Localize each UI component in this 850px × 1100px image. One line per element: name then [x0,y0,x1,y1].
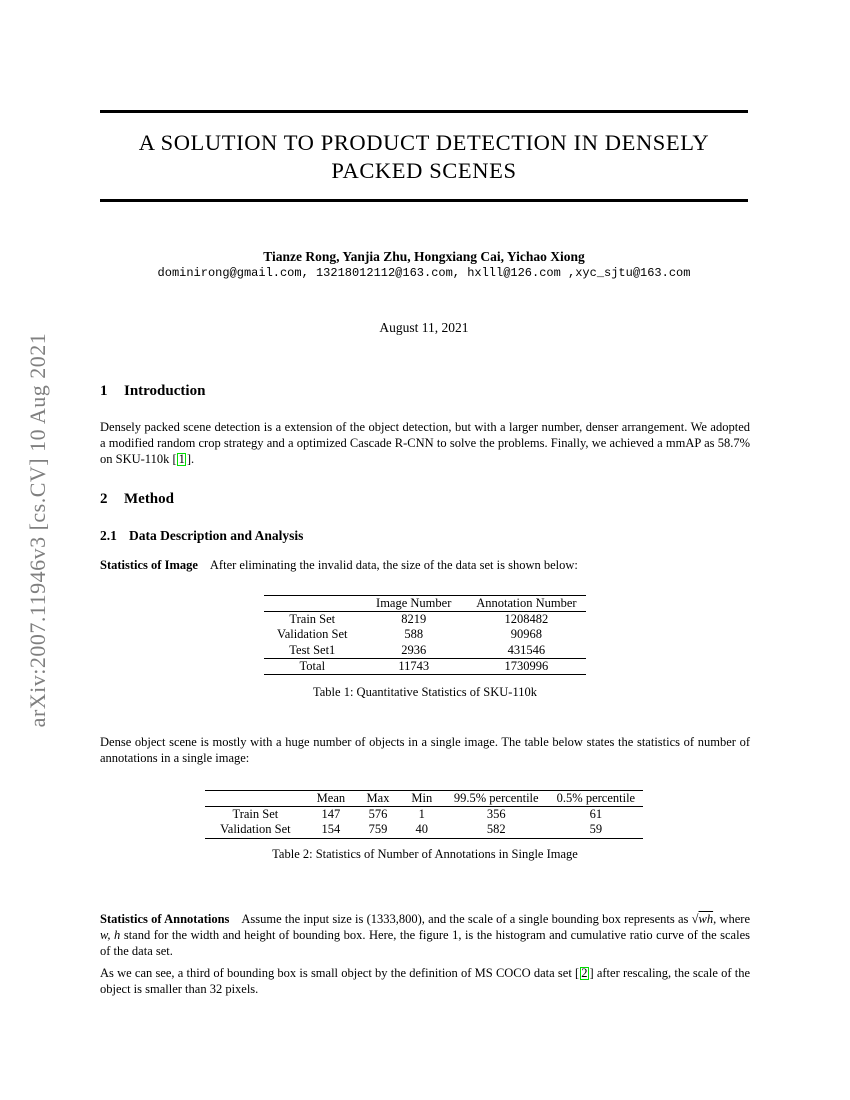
cell: 59 [589,822,603,837]
paper-title: A SOLUTION TO PRODUCT DETECTION IN DENSELY PACKED SCENES [138,130,710,183]
paragraph-text: After eliminating the invalid data, the size of the data set is shown below: [209,558,578,572]
header-cell: Image Number [361,596,467,612]
cell: 588 [404,627,424,642]
cell: 2936 [401,642,427,657]
arxiv-watermark: arXiv:2007.11946v3 [cs.CV] 10 Aug 2021 [25,332,50,728]
row-label: Train Set [289,612,336,627]
paragraph-label: Statistics of Image [100,558,198,572]
section-heading-introduction [100,383,750,400]
row-label: Validation Set [277,627,348,642]
section-number: 1 [100,383,108,399]
row-label: Train Set [232,807,279,822]
subsection-heading-data-description [100,528,750,544]
dense-scene-paragraph: Dense object scene is mostly with a huge number of objects in a single image. The table below states the statistics of number of annotations in a single image: [100,735,750,765]
header-cell: 0.5% percentile [549,791,643,807]
section-heading-method [100,491,750,508]
cell: 8219 [401,612,427,627]
cell: 61 [589,807,603,822]
subsection-number: 2.1 [100,528,117,543]
row-label: Test Set1 [289,642,336,657]
table-header-row [205,791,643,807]
cell: 431546 [507,642,546,657]
paragraph-text: ] after rescaling, the scale of the object is smaller than 32 pixels. [100,966,750,996]
title-rule-bottom [100,199,748,202]
statistics-of-annotations-paragraph [100,911,750,959]
cell: 40 [415,822,429,837]
authors-line: Tianze Rong, Yanjia Zhu, Hongxiang Cai, Yichao Xiong [263,249,585,264]
header-cell: Annotation Number [467,596,586,612]
table-row [264,627,586,642]
subsection-title: Data Description and Analysis [129,528,304,543]
table-total-row [264,658,586,674]
header-cell: Min [400,791,444,807]
table-row [264,612,586,628]
emails-line: dominirong@gmail.com, 13218012112@163.com, hxlll@126.com ,xyc_sjtu@163.com [157,266,691,280]
date-line: August 11, 2021 [379,320,469,335]
table-row [264,643,586,659]
cell: 147 [321,807,341,822]
header-cell: 99.5% percentile [444,791,549,807]
table-sku110k-statistics [264,595,586,675]
table1-caption: Table 1: Quantitative Statistics of SKU-110k [313,685,537,699]
section-title: Method [124,491,174,507]
intro-text: Densely packed scene detection is a extension of the object detection, but with a larger number, denser arrangement. We adopted a modified random crop strategy and a optimized Cascade R-CNN to solve the problems. Finally, we achieved a mmAP as 58.7% on SKU-110k [ [100,420,750,466]
section-number: 2 [100,491,108,507]
header-cell [205,791,306,807]
header-cell [264,596,361,612]
sqrt-radical: √ [691,912,699,926]
citation-link-2[interactable]: 2 [581,966,588,980]
paragraph-text: , where [713,912,750,926]
section-title: Introduction [124,383,206,399]
cell: 582 [486,822,506,837]
table-row [205,807,643,823]
paragraph-text: Assume the input size is (1333,800), and the scale of a single bounding box represents as [241,912,692,926]
cell: 576 [368,807,388,822]
cell: 759 [368,822,388,837]
header-cell: Mean [306,791,356,807]
table-annotation-statistics [205,790,643,839]
paragraph-text: As we can see, a third of bounding box is small object by the definition of MS COCO data set [ [100,966,580,980]
cell: 1208482 [504,612,549,627]
paragraph-text: stand for the width and height of bounding box. Here, the figure 1, is the histogram and cumulative ratio curve of the scales of the data set. [100,928,750,958]
title-rule-top [100,110,748,113]
cell: 11743 [361,658,467,674]
row-label: Validation Set [220,822,291,837]
cell: 1 [418,807,425,822]
math-variables: w, h [100,928,121,942]
intro-text-end: ]. [186,452,195,466]
cell: 154 [321,822,341,837]
cell: 1730996 [467,658,586,674]
statistics-of-image-paragraph [100,557,750,573]
cell: 90968 [510,627,543,642]
small-object-paragraph [100,965,750,997]
header-cell: Max [356,791,400,807]
sqrt-content: wh [698,912,714,926]
table2-caption: Table 2: Statistics of Number of Annotations in Single Image [272,847,578,861]
table-header-row [264,596,586,612]
row-label: Total [264,658,361,674]
cell: 356 [486,807,506,822]
citation-link-1[interactable]: 1 [178,452,185,466]
introduction-paragraph [100,419,750,467]
paragraph-label: Statistics of Annotations [100,912,230,926]
table-row [205,822,643,838]
